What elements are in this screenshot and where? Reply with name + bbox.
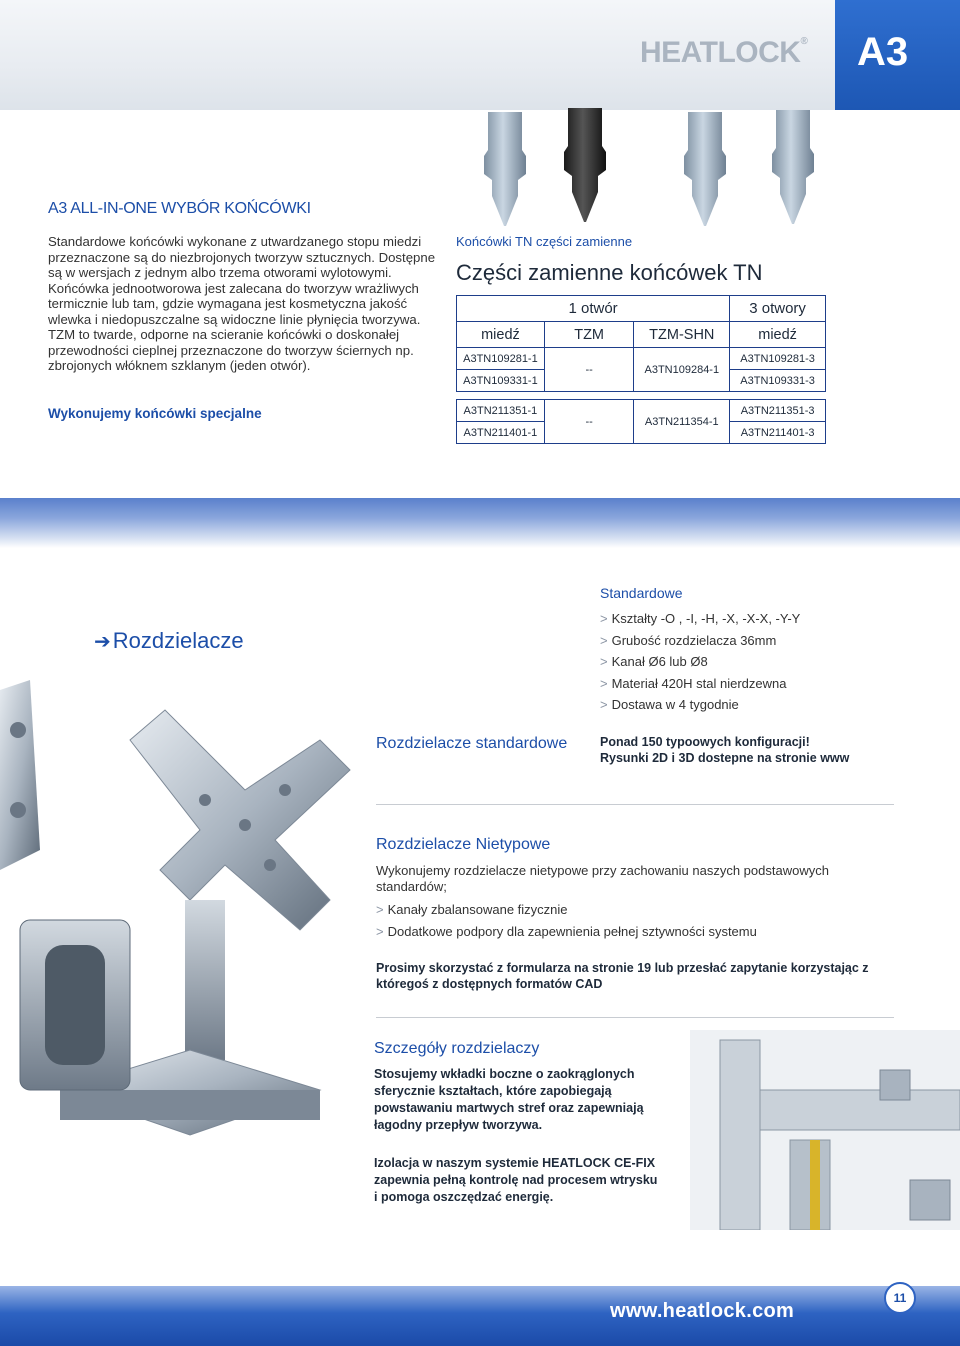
section-band [0,498,960,548]
table-row [457,400,826,422]
table-group-header [457,296,826,322]
col-tzm-shn: TZM-SHN [634,322,730,348]
list-item: > Dostawa w 4 tygodnie [600,697,800,719]
col-copper-1: miedź [457,322,545,348]
standard-features-list [600,611,800,719]
standard-manifolds-note: Ponad 150 typoowych konfiguracji! Rysunki 2D i 3D dostepne na stronie www [600,735,850,765]
cell-tzmshn: A3TN211354-1 [634,400,730,444]
cell-copper3: A3TN109331-3 [730,370,826,392]
cell-copper1: A3TN211401-1 [457,422,545,444]
intro-body: Standardowe końcówki wykonane z utwardzanego stopu miedzi przeznaczone są do niezbrojonych tworzyw sztucznych. Dostępne są w wersjach z jednym albo trzema otworami wylotowymi. Końcówka jednootworowa jest zalecana do tworzyw wrażliwych termicznie lub tam, gdzie wymagana jest kosmetyczna jakość wlewka i niedopuszczalne są widoczne linie płynięcia tworzywa. TZM to twarde, odporne na scieranie końcówki o doskonałej przewodności cieplnej przeznaczone do tworzyw ściernych np. zbrojonych włóknem szklanym (jeden otwór). [48,234,436,373]
section-label: A3 [857,30,909,74]
details-paragraph: Stosujemy wkładki boczne o zaokrąglonych sferycznie kształtach, które zapobiegają powstawaniu martwych stref oraz zapewniają łagodny przepływ tworzywa. [374,1067,644,1132]
contact-note: Prosimy skorzystać z formularza na stronie 19 lub przesłać zapytanie korzystając z któregoś z dostępnych formatów CAD [376,961,869,991]
section-tab [835,0,960,110]
nozzle-tips-image [460,100,840,230]
cell-tzmshn: A3TN109284-1 [634,348,730,392]
left-manifold [0,680,40,870]
details-title: Szczegóły rozdzielaczy [374,1040,540,1057]
manifolds-heading: ➔Rozdzielacze [94,628,244,653]
tips-title: Części zamienne końcówek TN [456,260,763,285]
cell-copper3: A3TN211351-3 [730,400,826,422]
intro-note: Wykonujemy końcówki specjalne [48,406,262,421]
details-paragraph: Izolacja w naszym systemie HEATLOCK CE-FIX zapewnia pełną kontrolę nad procesem wtrysku i pomoga oszczędzać energię. [374,1156,658,1204]
intro-title: A3 ALL-IN-ONE WYBÓR KOŃCÓWKI [48,200,311,217]
group-one-hole: 1 otwór [457,296,730,322]
custom-manifolds-title: Rozdzielacze Nietypowe [376,836,551,853]
page-footer [0,1286,960,1346]
list-item: > Kształty -O , -I, -H, -X, -X-X, -Y-Y [600,611,800,633]
tips-kicker: Końcówki TN części zamienne [456,234,633,249]
standard-kicker: Standardowe [600,585,683,601]
h-manifold [20,920,130,1090]
custom-manifolds-text: Wykonujemy rozdzielacze nietypowe przy zachowaniu naszych podstawowych standardów; [376,863,829,894]
custom-features-list [376,902,757,945]
divider [376,1017,894,1018]
cell-copper3: A3TN109281-3 [730,348,826,370]
table-row [457,348,826,370]
table-column-header [457,322,826,348]
x-manifold [130,710,350,930]
arrow-right-icon: ➔ [94,631,111,653]
cell-tzm: -- [544,400,634,444]
cell-copper1: A3TN211351-1 [457,400,545,422]
col-copper-3: miedź [730,322,826,348]
standard-manifolds-title: Rozdzielacze standardowe [376,735,568,752]
manifold-detail-image [690,1030,960,1230]
list-item: > Grubość rozdzielacza 36mm [600,633,800,655]
spare-parts-table [456,295,826,444]
list-item: > Kanał Ø6 lub Ø8 [600,654,800,676]
nozzle-tzm [564,108,606,222]
nozzle-tzm-shn [684,112,726,226]
col-tzm: TZM [544,322,634,348]
manifold-image [0,650,370,1210]
cell-copper1: A3TN109331-1 [457,370,545,392]
nozzle-copper-1 [484,112,526,226]
list-item: > Kanały zbalansowane fizycznie [376,902,757,924]
page-number: 11 [884,1282,916,1314]
cell-copper3: A3TN211401-3 [730,422,826,444]
list-item: > Dodatkowe podpory dla zapewnienia pełnej sztywności systemu [376,924,757,946]
cell-copper1: A3TN109281-1 [457,348,545,370]
nozzle-copper-3 [772,110,814,224]
list-item: > Materiał 420H stal nierdzewna [600,676,800,698]
cell-tzm: -- [544,348,634,392]
website-link[interactable]: www.heatlock.com [610,1300,795,1322]
page-header [0,0,960,110]
heatlock-logo: HEATLOCK® [640,36,808,69]
divider [376,804,894,805]
group-three-holes: 3 otwory [730,296,826,322]
